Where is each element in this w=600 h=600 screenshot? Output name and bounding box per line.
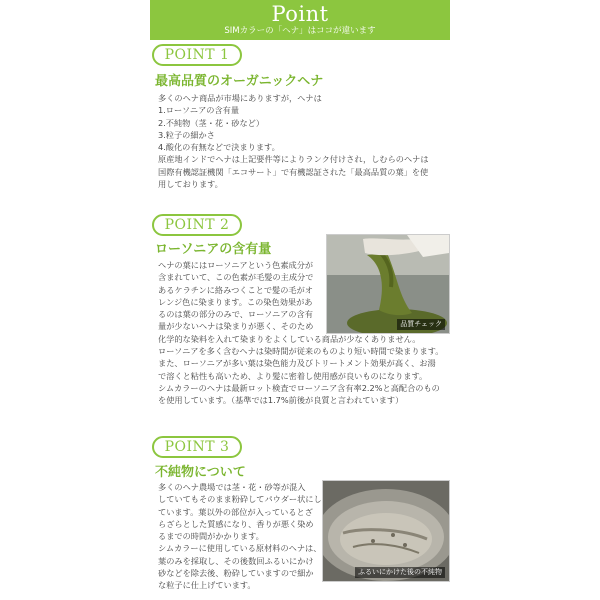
point-3-line: らざらとした質感になり、香りが悪く染め — [158, 518, 314, 529]
point-2-badge: POINT 2 — [152, 214, 242, 236]
point-2-line: シムカラーのヘナは最新ロット検査でローソニア含有率2.2%と高配合のもの — [158, 382, 440, 393]
point-1-line: 4.酸化の有無などで決まります。 — [158, 142, 280, 153]
point-1-line: 国際有機認証機関「エコサート」で有機認証された「最高品質の葉」を使 — [158, 166, 429, 177]
point-2-body — [158, 259, 443, 407]
point-2-line: 含まれていて、この色素が毛髪の主成分で — [158, 272, 314, 283]
point-1-line: 3.粒子の細かさ — [158, 129, 215, 140]
page-title: Point — [271, 2, 329, 26]
point-1-line: 2.不純物（茎・花・砂など） — [158, 117, 265, 128]
impurities-photo — [322, 480, 450, 582]
point-1-line: 1.ローソニアの含有量 — [158, 105, 240, 116]
header-banner — [150, 0, 450, 40]
point-3-line: 多くのヘナ農場では茎・花・砂等が混入 — [158, 482, 306, 492]
point-3-heading: 不純物について — [155, 465, 246, 480]
page-subtitle: SIMカラーの「ヘナ」はココが違います — [224, 26, 376, 36]
photo-caption: ふるいにかけた後の不純物 — [355, 567, 445, 578]
point-2-line: 化学的な染料を入れて染まりをよくしている商品が少なくありません。 — [158, 333, 421, 344]
point-3-line: シムカラーに使用している原材料のヘナは、 — [158, 543, 322, 554]
point-1-line: 原産地インドでヘナは上記要件等によりランク付けされ，しむらのヘナは — [158, 154, 429, 165]
point-3-line: 砂などを除去後、粉砕していますので細か — [158, 568, 314, 579]
point-3-line: 葉のみを採取し、その後数回ふるいにかけ — [158, 555, 314, 566]
point-2-line: るのは葉の部分のみで、ローソニアの含有 — [158, 309, 313, 320]
point-2-line: レンジ色に染まります。この染色効果があ — [158, 296, 313, 307]
point-1-line: 多くのヘナ商品が市場にありますが，ヘナは — [158, 93, 322, 103]
photo-caption: 品質チェック — [397, 319, 445, 330]
point-3-line: な粒子に仕上げています。 — [158, 580, 256, 591]
point-2-heading: ローソニアの含有量 — [155, 242, 272, 257]
point-2-line: で溶くと粘性も高いため、より髪に密着し使用感が良いものになります。 — [158, 370, 428, 381]
point-2-line: ヘナの葉にはローソニアという色素成分が — [158, 260, 314, 270]
point-3-line: していてもそのまま粉砕してパウダー状にし — [158, 494, 322, 505]
point-1-body — [158, 92, 429, 190]
point-3-badge: POINT 3 — [152, 436, 242, 458]
point-1-badge: POINT 1 — [152, 44, 242, 66]
point-2-line: また、ローソニアが多い葉は染色能力及びトリートメント効果が高く、お湯 — [158, 358, 436, 369]
point-2-line: 量が少ないヘナは染まりが悪く、そのため — [158, 321, 314, 332]
point-1-line: 用しております。 — [158, 179, 223, 190]
point-2-line: を使用しています。（基準では1.7%前後が良質と言われています） — [158, 395, 404, 406]
point-3-line: るまでの時間がかかります。 — [158, 531, 264, 542]
point-3-line: ています。葉以外の部位が入っているとざ — [158, 506, 313, 517]
point-3-body — [158, 481, 322, 592]
point-2-line: ローソニアを多く含むヘナは染時間が従来のものより短い時間で染まります。 — [158, 346, 444, 357]
point-1-heading: 最高品質のオーガニックヘナ — [155, 74, 324, 89]
point-2-line: あるケラチンに絡みつくことで髪の毛がオ — [158, 284, 313, 295]
